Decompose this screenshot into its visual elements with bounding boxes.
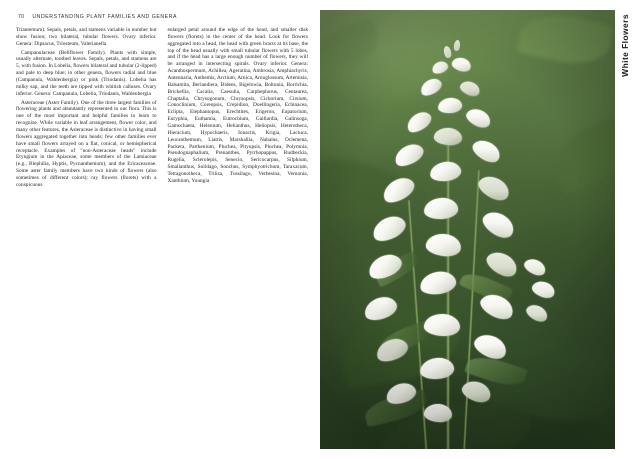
paragraph-campanulaceae: Campanulaceae (Bellflower Family). Plants with simple, usually alternate, toothed leaves. Sepals, petals, and stamens are 5, with fusion. In Lobelia, flowers bilateral and tubular (2-lipped) and pale to deep blue; in other genera, flowers radial and blue (Campanula, Wahlenbergia) or pink (Triodanis). Lobelia has milky sap, and the teeth are tipped with whitish calluses. Ovary inferior. Genera: Campanula, Lobelia, Triodanis, Wahlenbergia xyxy=(16,49,157,97)
paragraph-trientalis: Triantemum). Sepals, petals, and stamens variable in number but show fusion; two bilateral, tubular flowers. Ovary inferior. Genera: Dipsacus, Triosteum, Valerianella xyxy=(16,27,157,47)
paragraph-asteraceae: Asteraceae (Aster Family). One of the three largest families of flowering plants and abundantly represented in our flora. This is one of the most important and helpful families to learn to recognize. While variable in leaf arrangement, flower color, and many other features, the Asteraceae is distinctive in having small flowers aggregated together into heads; few other families ever have small flowers arrayed on a flat, conical, or hemispherical receptacle. Examples of "non-Asteraceae heads" include Eryngium in the Apiaceae, some members of the Lamiaceae (e.g., Blephilia, Hyptis, Pycnanthemum), and the Ericaceaceae. Some aster family members have two kinds of flowers (also sometimes of different colors); ray flowers (florets) with a conspicuous xyxy=(16,99,157,188)
paragraph-asteraceae-genera: enlarged petal around the edge of the head, and smaller disk flowers (florets) in the center of the head. Look for flowers aggregated into a head, the head with green bracts at its base, the top of the head usually with small tubular flowers with 5 lobes, and if the head has a large enough number of flowers, they will be arranged in intersecting spirals. Ovary inferior. Genera: Acanthospermum, Achillea, Ageratina, Ambrosia, Amphiachyris, Antennaria, Anthemis, Arctium, Arnica, Arnoglossum, Artemisia, Balsamita, Berlandiera, Bidens, Bigelowia, Boltonia, Borrichia, Brickellia, Cacalia, Caesulia, Carphephorus, Centaurea, Chaptalia, Chrysogonum, Chrysopsis, Cichorium, Cirsium, Conoclinium, Coreopsis, Crepidion, Doellingeria, Echinacea, Eclipta, Elephantopus, Erechtites, Erigeron, Eupatorium, Euryphia, Euthamia, Eutrochium, Gaillardia, Galinsoga, Gamochaeta, Helenium, Helianthus, Heliopsis, Heterotheca, Hieracium, Hypochaeris, Ionactis, Krigia, Lactuca, Leucanthemum, Liatris, Marshallia, Nabalus, Oclemena, Packera, Parthenium, Pluchea, Pityopsis, Pluchea, Polymnia, Pseudognaphalium, Prenanthes, Pyrrhopappus, Rudbeckia, Rugelia, Sclerolepis, Senecio, Sericocarpus, Silphium, Smallanthus, Solidago, Sonchus, Symphyotrichum, Taraxacum, Tetragonotheca, Trilisa, Tussilago, Verbesina, Vernonia, Xanthium, Youngia xyxy=(167,27,308,184)
section-tab xyxy=(614,14,636,134)
right-photo-page xyxy=(320,0,640,459)
white-penstemon-flowers-photo xyxy=(320,10,615,449)
running-head-title: UNDERSTANDING PLANT FAMILIES AND GENERA xyxy=(32,14,178,20)
running-head xyxy=(16,14,306,20)
body-columns xyxy=(16,27,308,189)
section-tab-label: White Flowers xyxy=(620,14,630,77)
folio-number: 70 xyxy=(18,14,25,20)
